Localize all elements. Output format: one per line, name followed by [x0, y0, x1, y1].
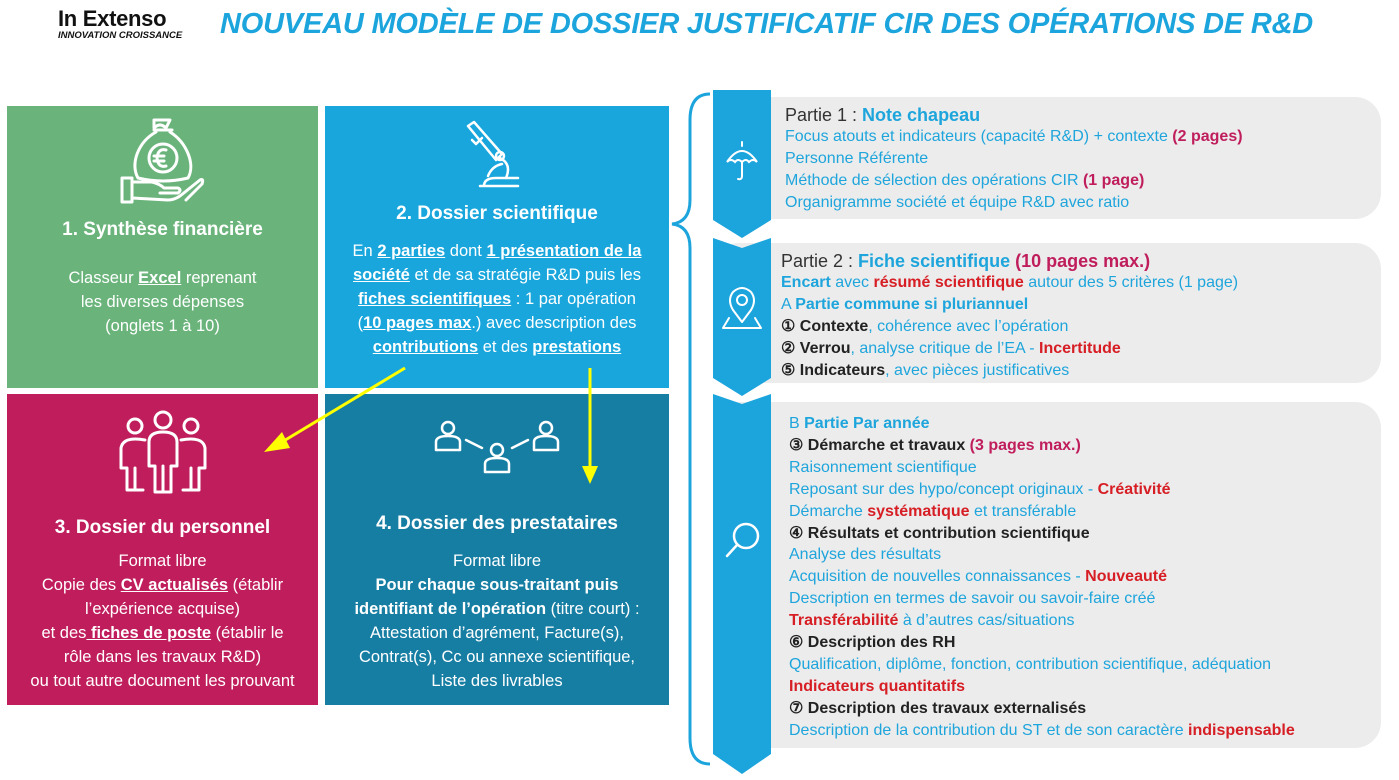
- team-people-icon: [7, 410, 318, 496]
- logo-name: In Extenso: [58, 6, 167, 31]
- logo-tagline: INNOVATION CROISSANCE: [58, 30, 183, 41]
- tile-title: 4. Dossier des prestataires: [376, 513, 618, 534]
- curly-brace: [668, 92, 714, 766]
- money-bag-hand-icon: [7, 118, 318, 210]
- partie-1-text: Partie 1 : Note chapeau Focus atouts et indicateurs (capacité R&D) + contexte (2 pages) Personne Référente Méthode de sélection des opérations CIR (1 page) Organigramme société et équipe R&D avec ratio: [785, 105, 1243, 211]
- page-title: NOUVEAU MODÈLE DE DOSSIER JUSTIFICATIF CIR DES OPÉRATIONS DE R&D: [220, 8, 1314, 40]
- partie-2-text: Partie 2 : Fiche scientifique (10 pages max.) Encart avec résumé scientifique autour des 5 critères (1 page) A Partie commune si pluriannuel ① Contexte, cohérence avec l’opération ② Verrou, analyse critique de l’EA - Incertitude ⑤ Indicateurs, avec pièces justificatives: [781, 251, 1239, 379]
- tile-dossier-prestataires: [325, 394, 669, 705]
- tile-title: 2. Dossier scientifique: [396, 203, 598, 224]
- logo: [58, 8, 182, 41]
- microscope-icon: [325, 120, 669, 192]
- partie-1-heading: Partie 1 : Note chapeau: [785, 105, 981, 125]
- chevron-partie-2: [713, 238, 775, 398]
- tile-dossier-scientifique: [325, 106, 669, 388]
- tile-body: En 2 parties dont 1 présentation de la société et de sa stratégie R&D puis les fiches scientifiques : 1 par opération (10 pages max.) avec description des contributions et des prestations: [352, 242, 642, 356]
- tile-title: 1. Synthèse financière: [62, 219, 263, 240]
- chevron-partie-1: [713, 90, 775, 240]
- tile-body: Format libre Copie des CV actualisés (établir l’expérience acquise) et des fiches de poste (établir le rôle dans les travaux R&D) ou tout autre document les prouvant: [30, 552, 295, 690]
- tile-body: Format libre Pour chaque sous-traitant puis identifiant de l’opération (titre court) : Attestation d’agrément, Facture(s), Contrat(s), Cc ou annexe scientifique, Liste des livrables: [354, 552, 640, 690]
- network-people-icon: [325, 420, 669, 476]
- partie-2-heading: Partie 2 : Fiche scientifique (10 pages max.): [781, 251, 1151, 271]
- tile-title: 3. Dossier du personnel: [54, 517, 271, 538]
- tile-body: Classeur Excel reprenant les diverses dépenses (onglets 1 à 10): [68, 269, 257, 335]
- chevron-partie-3: [713, 394, 775, 776]
- partie-3-text: B Partie Par année ③ Démarche et travaux (3 pages max.) Raisonnement scientifique Reposant sur des hypo/concept originaux - Créativité Démarche systématique et transférable ④ Résultats et contribution scientifique Analyse des résultats Acquisition de nouvelles connaissances - Nouveauté Description en termes de savoir ou savoir-faire créé Transférabilité à d’autres cas/situations ⑥ Description des RH Qualification, diplôme, fonction, contribution scientifique, adéquation Indicateurs quantitatifs ⑦ Description des travaux externalisés Description de la contribution du ST et de son caractère indispensable: [789, 415, 1295, 739]
- tile-synthese-financiere: [7, 106, 318, 388]
- tile-dossier-personnel: [7, 394, 318, 705]
